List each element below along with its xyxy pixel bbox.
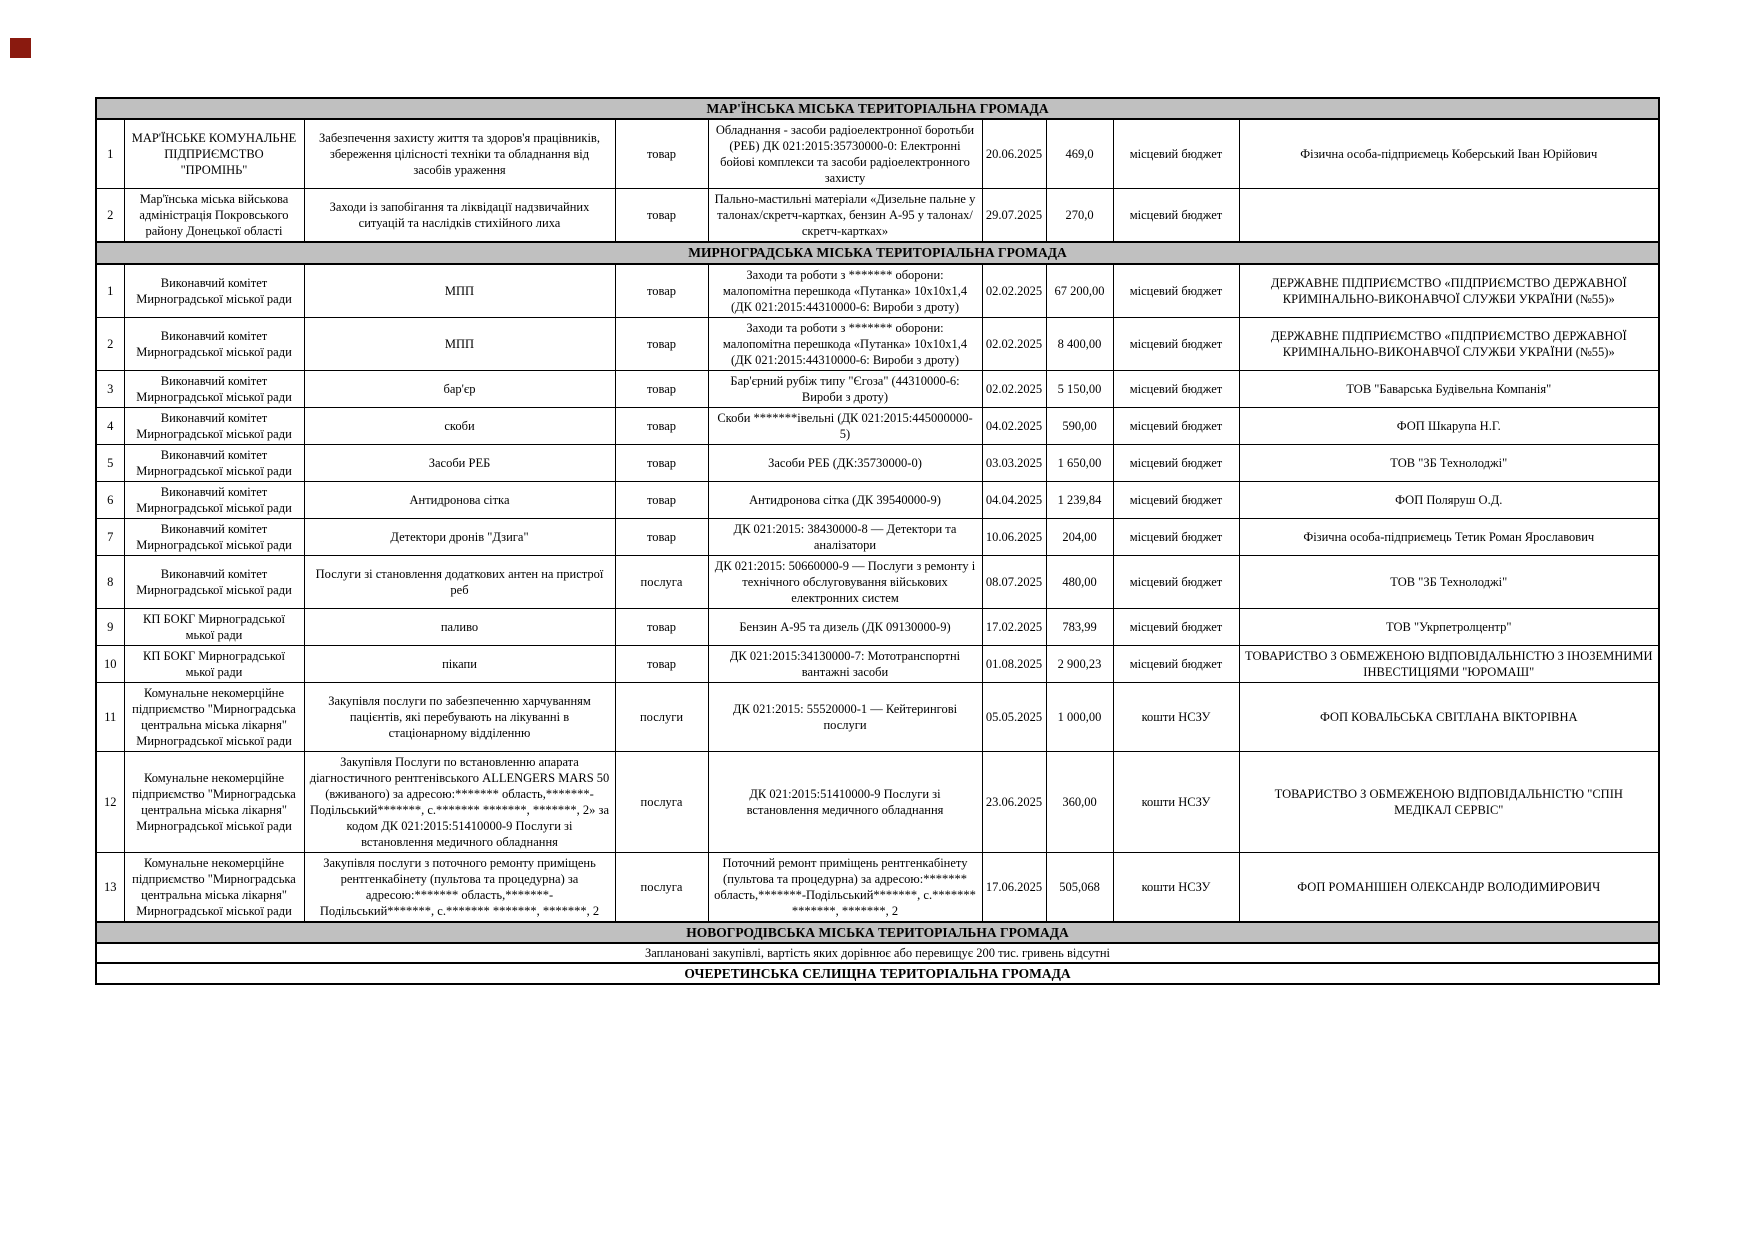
cell-type: товар: [615, 119, 708, 189]
cell-num: 11: [96, 682, 124, 751]
cell-type: послуга: [615, 751, 708, 852]
cell-num: 10: [96, 645, 124, 682]
section-title: МИРНОГРАДСЬКА МІСЬКА ТЕРИТОРІАЛЬНА ГРОМАДА: [96, 242, 1659, 263]
cell-amount: 270,0: [1046, 189, 1113, 243]
cell-supplier: ДЕРЖАВНЕ ПІДПРИЄМСТВО «ПІДПРИЄМСТВО ДЕРЖАВНОЇ КРИМІНАЛЬНО-ВИКОНАВЧОЇ СЛУЖБИ УКРАЇНИ (№55)»: [1239, 317, 1659, 370]
table-row: [96, 264, 1659, 318]
cell-funding: місцевий бюджет: [1113, 119, 1239, 189]
cell-subject: Заходи та роботи з ******* оборони: малопомітна перешкода «Путанка» 10х10х1,4 (ДК 021:2015:44310000-6: Вироби з дроту): [708, 264, 982, 318]
cell-funding: місцевий бюджет: [1113, 518, 1239, 555]
cell-description: Послуги зі становлення додаткових антен на пристрої реб: [304, 555, 615, 608]
cell-customer: КП БОКГ Мирноградської мької ради: [124, 608, 304, 645]
cell-num: 8: [96, 555, 124, 608]
cell-supplier: ТОВ "Укрпетролцентр": [1239, 608, 1659, 645]
section-title: НОВОГРОДІВСЬКА МІСЬКА ТЕРИТОРІАЛЬНА ГРОМАДА: [96, 922, 1659, 943]
cell-date: 20.06.2025: [982, 119, 1046, 189]
cell-customer: Виконавчий комітет Мирноградської міської ради: [124, 444, 304, 481]
cell-type: товар: [615, 645, 708, 682]
cell-subject: Поточний ремонт приміщень рентгенкабінету (пультова та процедурна) за адресою:******* область,*******-Подільський*******, с.******* *******, *******, 2: [708, 852, 982, 922]
cell-num: 6: [96, 481, 124, 518]
cell-date: 02.02.2025: [982, 317, 1046, 370]
cell-subject: ДК 021:2015:34130000-7: Мототранспортні вантажні засоби: [708, 645, 982, 682]
cell-subject: Антидронова сітка (ДК 39540000-9): [708, 481, 982, 518]
cell-subject: ДК 021:2015:51410000-9 Послуги зі встановлення медичного обладнання: [708, 751, 982, 852]
cell-description: МПП: [304, 317, 615, 370]
cell-amount: 1 650,00: [1046, 444, 1113, 481]
cell-date: 17.06.2025: [982, 852, 1046, 922]
cell-supplier: ТОВ "ЗБ Технолоджі": [1239, 444, 1659, 481]
cell-customer: Виконавчий комітет Мирноградської міської ради: [124, 264, 304, 318]
table-row: [96, 317, 1659, 370]
cell-description: пікапи: [304, 645, 615, 682]
cell-amount: 1 239,84: [1046, 481, 1113, 518]
cell-amount: 480,00: [1046, 555, 1113, 608]
cell-description: МПП: [304, 264, 615, 318]
red-marker: [10, 38, 31, 58]
cell-description: Закупівля послуги з поточного ремонту приміщень рентгенкабінету (пультова та процедурна) за адресою:******* область,*******-Подільський*******, с.******* *******, *******, 2: [304, 852, 615, 922]
cell-description: Закупівля Послуги по встановленню апарата діагностичного рентгенівського ALLENGERS MARS 50 (вживаного) за адресою:******* область,*******-Подільський*******, с.******* *******, *******, 2» за кодом ДК 021:2015:51410000-9 Послуги зі встановлення медичного обладнання: [304, 751, 615, 852]
cell-amount: 204,00: [1046, 518, 1113, 555]
procurement-table-body: [96, 98, 1659, 984]
cell-num: 4: [96, 407, 124, 444]
cell-customer: Виконавчий комітет Мирноградської міської ради: [124, 481, 304, 518]
cell-supplier: ТОВ "ЗБ Технолоджі": [1239, 555, 1659, 608]
cell-funding: місцевий бюджет: [1113, 264, 1239, 318]
cell-date: 01.08.2025: [982, 645, 1046, 682]
cell-amount: 8 400,00: [1046, 317, 1113, 370]
table-row: [96, 189, 1659, 243]
cell-supplier: ТОВАРИСТВО З ОБМЕЖЕНОЮ ВІДПОВІДАЛЬНІСТЮ "СПІН МЕДІКАЛ СЕРВІС": [1239, 751, 1659, 852]
section-note: Заплановані закупівлі, вартість яких дорівнює або перевищує 200 тис. гривень відсутні: [96, 943, 1659, 963]
cell-supplier: ФОП Шкарупа Н.Г.: [1239, 407, 1659, 444]
note-row: [96, 943, 1659, 963]
section-header-row: [96, 242, 1659, 263]
cell-description: скоби: [304, 407, 615, 444]
cell-amount: 1 000,00: [1046, 682, 1113, 751]
cell-funding: місцевий бюджет: [1113, 189, 1239, 243]
cell-supplier: ТОВ "Баварська Будівельна Компанія": [1239, 370, 1659, 407]
cell-date: 08.07.2025: [982, 555, 1046, 608]
cell-subject: ДК 021:2015: 50660000-9 — Послуги з ремонту і технічного обслуговування військових електронних систем: [708, 555, 982, 608]
cell-description: бар'єр: [304, 370, 615, 407]
cell-type: послуги: [615, 682, 708, 751]
table-row: [96, 407, 1659, 444]
cell-customer: Виконавчий комітет Мирноградської міської ради: [124, 555, 304, 608]
cell-supplier: ТОВАРИСТВО З ОБМЕЖЕНОЮ ВІДПОВІДАЛЬНІСТЮ З ІНОЗЕМНИМИ ІНВЕСТИЦІЯМИ "ЮРОМАШ": [1239, 645, 1659, 682]
cell-supplier: ФОП РОМАНІШЕН ОЛЕКСАНДР ВОЛОДИМИРОВИЧ: [1239, 852, 1659, 922]
cell-funding: місцевий бюджет: [1113, 608, 1239, 645]
cell-amount: 2 900,23: [1046, 645, 1113, 682]
cell-description: Забезпечення захисту життя та здоров'я працівників, збереження цілісності техніки та обладнання від засобів ураження: [304, 119, 615, 189]
cell-customer: Комунальне некомерційне підприємство "Мирноградська центральна міська лікарня" Мирноградської міської ради: [124, 852, 304, 922]
cell-type: послуга: [615, 555, 708, 608]
cell-supplier: [1239, 189, 1659, 243]
cell-subject: Пально-мастильні матеріали «Дизельне пальне у талонах/скретч-картках, бензин А-95 у талонах/скретч-картках»: [708, 189, 982, 243]
cell-customer: Виконавчий комітет Мирноградської міської ради: [124, 518, 304, 555]
cell-description: Закупівля послуги по забезпеченню харчуванням пацієнтів, які перебувають на лікуванні в стаціонарному відділенню: [304, 682, 615, 751]
table-row: [96, 518, 1659, 555]
cell-type: товар: [615, 481, 708, 518]
cell-description: Засоби РЕБ: [304, 444, 615, 481]
cell-funding: кошти НСЗУ: [1113, 852, 1239, 922]
cell-subject: ДК 021:2015: 55520000-1 — Кейтерингові послуги: [708, 682, 982, 751]
cell-supplier: Фізична особа-підприємець Тетик Роман Ярославович: [1239, 518, 1659, 555]
cell-type: товар: [615, 608, 708, 645]
table-row: [96, 555, 1659, 608]
cell-funding: місцевий бюджет: [1113, 370, 1239, 407]
cell-customer: Мар'їнська міська військова адміністрація Покровського району Донецької області: [124, 189, 304, 243]
cell-type: товар: [615, 264, 708, 318]
cell-supplier: ФОП КОВАЛЬСЬКА СВІТЛАНА ВІКТОРІВНА: [1239, 682, 1659, 751]
table-row: [96, 682, 1659, 751]
section-title: ОЧЕРЕТИНСЬКА СЕЛИЩНА ТЕРИТОРІАЛЬНА ГРОМАДА: [96, 963, 1659, 984]
cell-date: 04.02.2025: [982, 407, 1046, 444]
cell-subject: Бензин А-95 та дизель (ДК 09130000-9): [708, 608, 982, 645]
cell-date: 17.02.2025: [982, 608, 1046, 645]
cell-type: товар: [615, 317, 708, 370]
table-row: [96, 608, 1659, 645]
cell-funding: місцевий бюджет: [1113, 407, 1239, 444]
cell-type: товар: [615, 444, 708, 481]
cell-description: Антидронова сітка: [304, 481, 615, 518]
cell-type: послуга: [615, 852, 708, 922]
cell-subject: ДК 021:2015: 38430000-8 — Детектори та аналізатори: [708, 518, 982, 555]
procurement-table: [95, 97, 1660, 985]
cell-subject: Заходи та роботи з ******* оборони: малопомітна перешкода «Путанка» 10х10х1,4 (ДК 021:2015:44310000-6: Вироби з дроту): [708, 317, 982, 370]
cell-num: 3: [96, 370, 124, 407]
cell-customer: Комунальне некомерційне підприємство "Мирноградська центральна міська лікарня" Мирноградської міської ради: [124, 682, 304, 751]
table-row: [96, 444, 1659, 481]
cell-date: 04.04.2025: [982, 481, 1046, 518]
cell-customer: Комунальне некомерційне підприємство "Мирноградська центральна міська лікарня" Мирноградської міської ради: [124, 751, 304, 852]
table-row: [96, 370, 1659, 407]
cell-description: Детектори дронів "Дзига": [304, 518, 615, 555]
table-row: [96, 645, 1659, 682]
cell-description: паливо: [304, 608, 615, 645]
cell-date: 02.02.2025: [982, 264, 1046, 318]
cell-customer: Виконавчий комітет Мирноградської міської ради: [124, 407, 304, 444]
cell-supplier: ФОП Поляруш О.Д.: [1239, 481, 1659, 518]
section-header-row: [96, 98, 1659, 119]
section-header-row: [96, 963, 1659, 984]
cell-date: 05.05.2025: [982, 682, 1046, 751]
section-header-row: [96, 922, 1659, 943]
cell-funding: кошти НСЗУ: [1113, 751, 1239, 852]
cell-amount: 590,00: [1046, 407, 1113, 444]
cell-num: 7: [96, 518, 124, 555]
cell-num: 1: [96, 119, 124, 189]
cell-date: 29.07.2025: [982, 189, 1046, 243]
cell-customer: МАР'ЇНСЬКЕ КОМУНАЛЬНЕ ПІДПРИЄМСТВО "ПРОМІНЬ": [124, 119, 304, 189]
cell-num: 13: [96, 852, 124, 922]
cell-supplier: Фізична особа-підприємець Коберський Іван Юрійович: [1239, 119, 1659, 189]
table-row: [96, 751, 1659, 852]
cell-funding: місцевий бюджет: [1113, 481, 1239, 518]
cell-supplier: ДЕРЖАВНЕ ПІДПРИЄМСТВО «ПІДПРИЄМСТВО ДЕРЖАВНОЇ КРИМІНАЛЬНО-ВИКОНАВЧОЇ СЛУЖБИ УКРАЇНИ (№55)»: [1239, 264, 1659, 318]
cell-subject: Обладнання - засоби радіоелектронної боротьби (РЕБ) ДК 021:2015:35730000-0: Електронні бойові комплекси та засоби радіоелектронного захисту: [708, 119, 982, 189]
cell-subject: Засоби РЕБ (ДК:35730000-0): [708, 444, 982, 481]
cell-customer: Виконавчий комітет Мирноградської міської ради: [124, 317, 304, 370]
table-row: [96, 119, 1659, 189]
cell-date: 03.03.2025: [982, 444, 1046, 481]
cell-customer: КП БОКГ Мирноградської мької ради: [124, 645, 304, 682]
cell-num: 12: [96, 751, 124, 852]
cell-funding: місцевий бюджет: [1113, 645, 1239, 682]
cell-num: 1: [96, 264, 124, 318]
section-title: МАР'ЇНСЬКА МІСЬКА ТЕРИТОРІАЛЬНА ГРОМАДА: [96, 98, 1659, 119]
cell-amount: 360,00: [1046, 751, 1113, 852]
cell-amount: 5 150,00: [1046, 370, 1113, 407]
cell-amount: 505,068: [1046, 852, 1113, 922]
cell-subject: Скоби *******івельні (ДК 021:2015:445000000-5): [708, 407, 982, 444]
cell-type: товар: [615, 189, 708, 243]
cell-date: 23.06.2025: [982, 751, 1046, 852]
cell-funding: кошти НСЗУ: [1113, 682, 1239, 751]
table-row: [96, 852, 1659, 922]
cell-subject: Бар'єрний рубіж типу "Єгоза" (44310000-6: Вироби з дроту): [708, 370, 982, 407]
cell-num: 9: [96, 608, 124, 645]
cell-description: Заходи із запобігання та ліквідації надзвичайних ситуацій та наслідків стихійного лиха: [304, 189, 615, 243]
cell-type: товар: [615, 407, 708, 444]
cell-num: 2: [96, 317, 124, 370]
cell-amount: 469,0: [1046, 119, 1113, 189]
cell-amount: 67 200,00: [1046, 264, 1113, 318]
cell-funding: місцевий бюджет: [1113, 444, 1239, 481]
cell-funding: місцевий бюджет: [1113, 555, 1239, 608]
cell-date: 10.06.2025: [982, 518, 1046, 555]
table-row: [96, 481, 1659, 518]
cell-customer: Виконавчий комітет Мирноградської міської ради: [124, 370, 304, 407]
cell-num: 5: [96, 444, 124, 481]
cell-type: товар: [615, 370, 708, 407]
cell-num: 2: [96, 189, 124, 243]
cell-funding: місцевий бюджет: [1113, 317, 1239, 370]
cell-type: товар: [615, 518, 708, 555]
cell-amount: 783,99: [1046, 608, 1113, 645]
cell-date: 02.02.2025: [982, 370, 1046, 407]
